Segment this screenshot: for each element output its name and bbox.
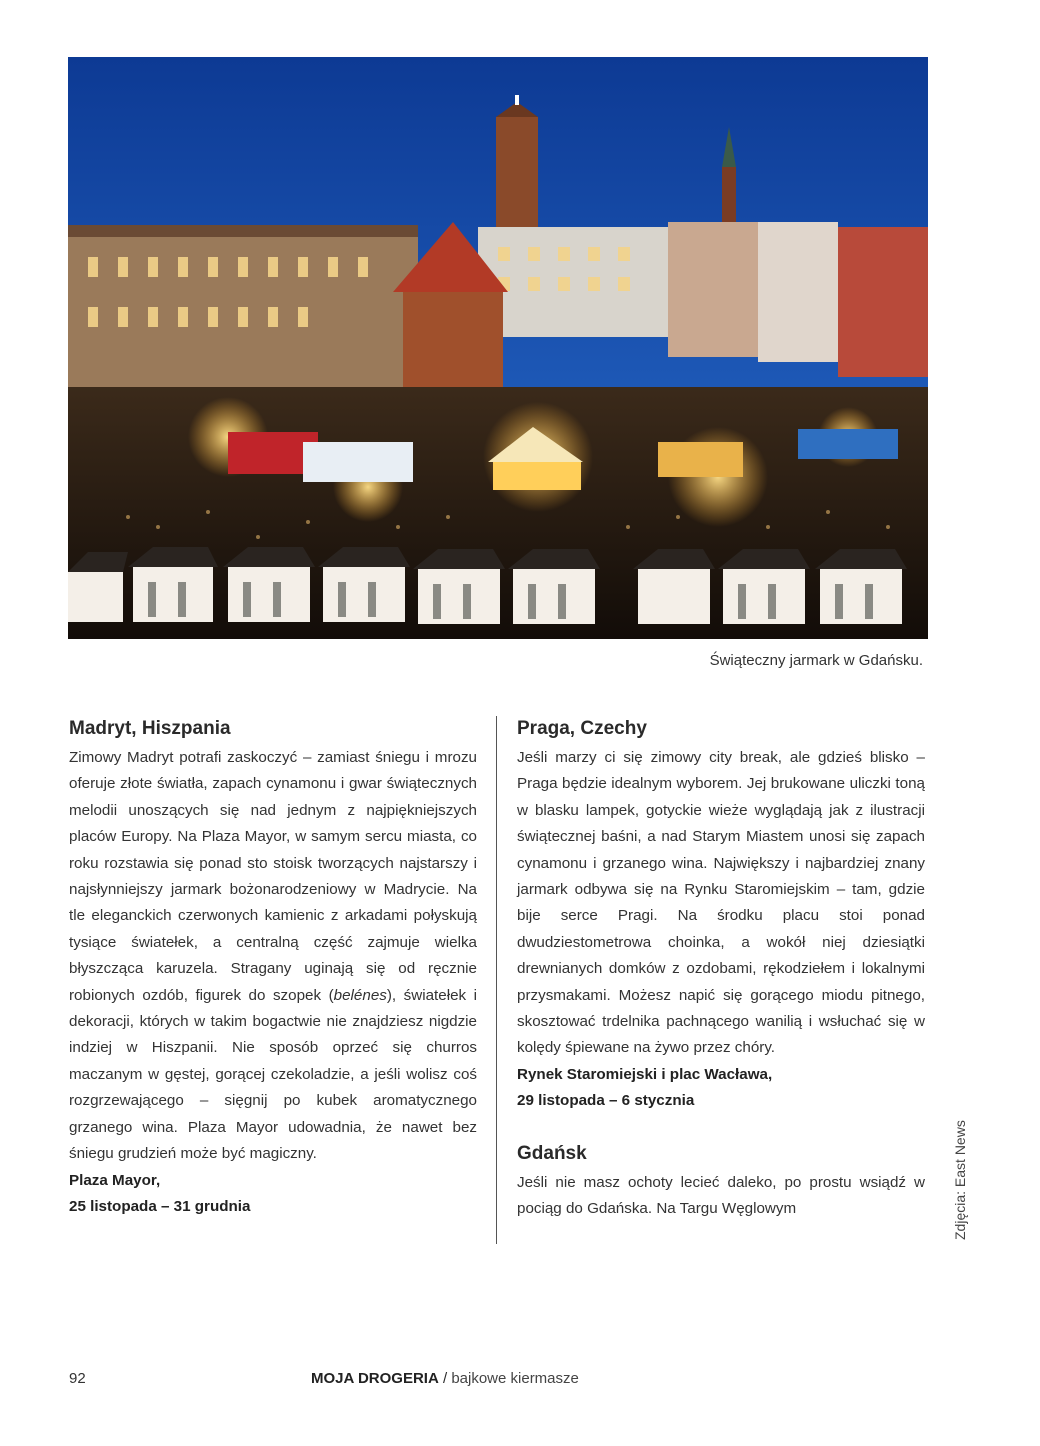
section-title-gdansk: Gdańsk: [517, 1142, 587, 1164]
prague-dates: 29 listopada – 6 stycznia: [517, 1092, 695, 1110]
prague-place: Rynek Staromiejski i plac Wacława,: [517, 1065, 773, 1083]
running-footer: [311, 1370, 579, 1387]
footer-separator: /: [438, 1370, 452, 1387]
page-number: 92: [69, 1370, 86, 1387]
article-prague: [517, 716, 925, 1223]
article-madrid: [69, 716, 477, 1220]
prague-body: Jeśli marzy ci się zimowy city break, ale gdzieś blisko – Praga będzie idealnym wyborem. Jej brukowane uliczki toną w blasku lampek, gotyckie wieże wyglądają jak z ilustracji świątecznej baśni, a nad Starym Miastem unosi się zapach cynamonu i grzanego wina. Największy i najbardziej znany jarmark odbywa się na Rynku Staromiejskim – tam, gdzie bije serce Pragi. Na środku placu stoi ponad dwudziestometrowa choinka, a wokół niej dziesiątki drewnianych domków z ozdobami, rękodziełem i lokalnymi przysmakami. Możesz napić się gorącego miodu pitnego, skosztować trdelnika pachnącego wanilią i wsłuchać się w kolędy śpiewane na żywo przez chóry.: [517, 749, 925, 1057]
madrid-dates: 25 listopada – 31 grudnia: [69, 1197, 251, 1215]
madrid-place: Plaza Mayor,: [69, 1171, 161, 1189]
christmas-market-illustration: [68, 57, 928, 639]
photo-caption: Świąteczny jarmark w Gdańsku.: [709, 652, 923, 669]
christmas-market-photo: [68, 57, 928, 639]
gdansk-body: Jeśli nie masz ochoty lecieć daleko, po prostu wsiądź w pociąg do Gdańska. Na Targu Węglowym: [517, 1173, 925, 1218]
column-divider: [496, 716, 497, 1244]
footer-section: bajkowe kiermasze: [451, 1370, 579, 1387]
madrid-body: Zimowy Madryt potrafi zaskoczyć – zamiast śniegu i mrozu oferuje złote światła, zapach cynamonu i gwar świątecznych melodii unoszących się nad jednym z najpiękniejszych placów Europy. Na Plaza Mayor, w samym sercu miasta, co roku rozstawia się ponad sto stoisk tworzących najstarszy i najsłynniejszy jarmark bożonarodzeniowy w Madrycie. Na tle eleganckich czerwonych kamienic z arkadami połyskują tysiące światełek, a centralną część zajmuje wielka błyszcząca karuzela. Stragany uginają się od ręcznie robionych ozdób, figurek do szopek (belénes), światełek i dekoracji, których w takim bogactwie nie znajdziesz nigdzie indziej w Hiszpanii. Nie sposób oprzeć się churros maczanym w gęstej, gorącej czekoladzie, a jeśli wolisz coś rozgrzewającego – sięgnij po kubek aromatycznego grzanego wina. Plaza Mayor udowadnia, że nawet bez śniegu grudzień może być magiczny.: [69, 749, 477, 1163]
section-title-madrid: Madryt, Hiszpania: [69, 718, 231, 739]
section-title-prague: Praga, Czechy: [517, 718, 647, 739]
magazine-name: MOJA DROGERIA: [311, 1370, 439, 1387]
photo-credit: Zdjęcia: East News: [952, 1120, 968, 1240]
